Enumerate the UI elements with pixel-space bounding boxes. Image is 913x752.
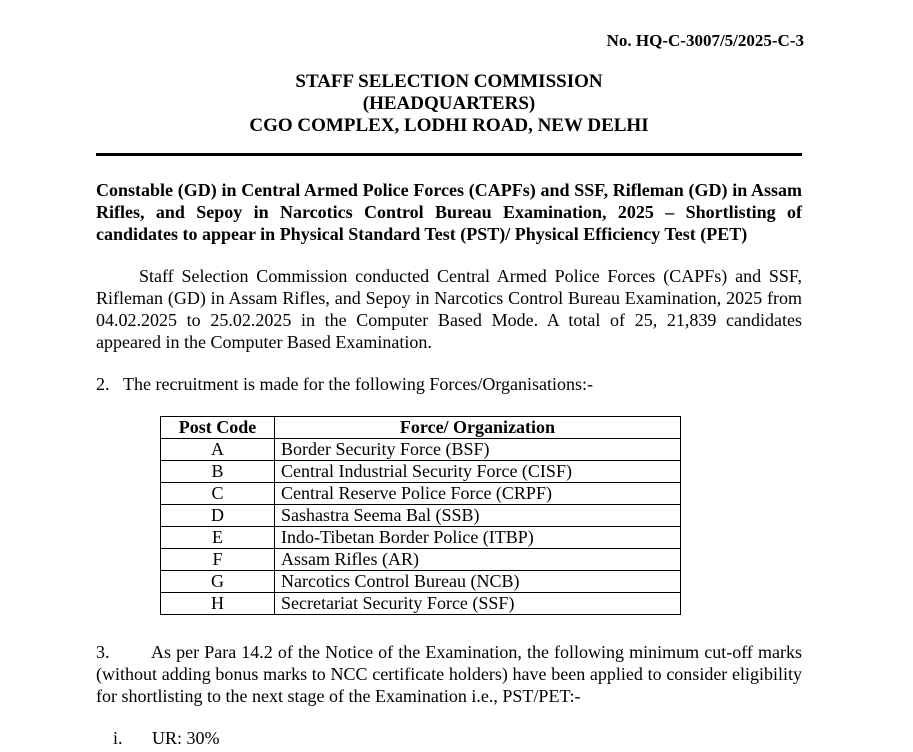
list-item-text: UR: 30%	[152, 728, 220, 748]
post-code-cell: E	[161, 527, 275, 549]
table-row	[161, 439, 681, 461]
post-code-cell: D	[161, 505, 275, 527]
forces-table	[160, 416, 681, 615]
post-code-cell: G	[161, 571, 275, 593]
table-row	[161, 483, 681, 505]
post-code-cell: H	[161, 593, 275, 615]
table-row	[161, 549, 681, 571]
paragraph-2	[96, 373, 802, 395]
subject-heading: Constable (GD) in Central Armed Police Forces (CAPFs) and SSF, Rifleman (GD) in Assam Rifles, and Sepoy in Narcotics Control Bureau Examination, 2025 – Shortlisting of candidates to appear in Physical Standard Test (PST)/ Physical Efficiency Test (PET)	[96, 180, 802, 244]
table-row	[161, 505, 681, 527]
post-code-cell: F	[161, 549, 275, 571]
paragraph-2-number: 2.	[96, 374, 110, 394]
header-headquarters: (HEADQUARTERS)	[362, 93, 536, 114]
list-item	[113, 727, 220, 749]
paragraph-3	[96, 641, 802, 707]
organization-cell: Central Reserve Police Force (CRPF)	[275, 483, 681, 505]
header-organization: STAFF SELECTION COMMISSION	[295, 71, 603, 92]
organization-cell: Central Industrial Security Force (CISF)	[275, 461, 681, 483]
paragraph-3-number: 3.	[96, 642, 110, 662]
table-row	[161, 461, 681, 483]
post-code-cell: C	[161, 483, 275, 505]
column-header-force-organization: Force/ Organization	[275, 417, 681, 439]
organization-cell: Narcotics Control Bureau (NCB)	[275, 571, 681, 593]
header-divider	[96, 153, 802, 156]
cutoff-list	[113, 727, 220, 749]
table-header-row	[161, 417, 681, 439]
post-code-cell: A	[161, 439, 275, 461]
paragraph-1: Staff Selection Commission conducted Central Armed Police Forces (CAPFs) and SSF, Rifleman (GD) in Assam Rifles, and Sepoy in Narcotics Control Bureau Examination, 2025 from 04.02.2025 to 25.02.2025 in the Computer Based Mode. A total of 25, 21,839 candidates appeared in the Computer Based Examination.	[96, 266, 802, 352]
column-header-post-code: Post Code	[161, 417, 275, 439]
paragraph-3-text: As per Para 14.2 of the Notice of the Examination, the following minimum cut-off marks (without adding bonus marks to NCC certificate holders) have been applied to consider eligibility for shortlisting to the next stage of the Examination i.e., PST/PET:-	[96, 642, 802, 706]
reference-number: No. HQ-C-3007/5/2025-C-3	[606, 31, 804, 50]
organization-cell: Assam Rifles (AR)	[275, 549, 681, 571]
organization-cell: Sashastra Seema Bal (SSB)	[275, 505, 681, 527]
paragraph-2-text: The recruitment is made for the following Forces/Organisations:-	[123, 374, 594, 394]
table-row	[161, 527, 681, 549]
organization-cell: Indo-Tibetan Border Police (ITBP)	[275, 527, 681, 549]
organization-cell: Border Security Force (BSF)	[275, 439, 681, 461]
post-code-cell: B	[161, 461, 275, 483]
table-row	[161, 571, 681, 593]
organization-cell: Secretariat Security Force (SSF)	[275, 593, 681, 615]
table-row	[161, 593, 681, 615]
header-address: CGO COMPLEX, LODHI ROAD, NEW DELHI	[249, 115, 649, 136]
list-item-number: i.	[113, 728, 123, 748]
